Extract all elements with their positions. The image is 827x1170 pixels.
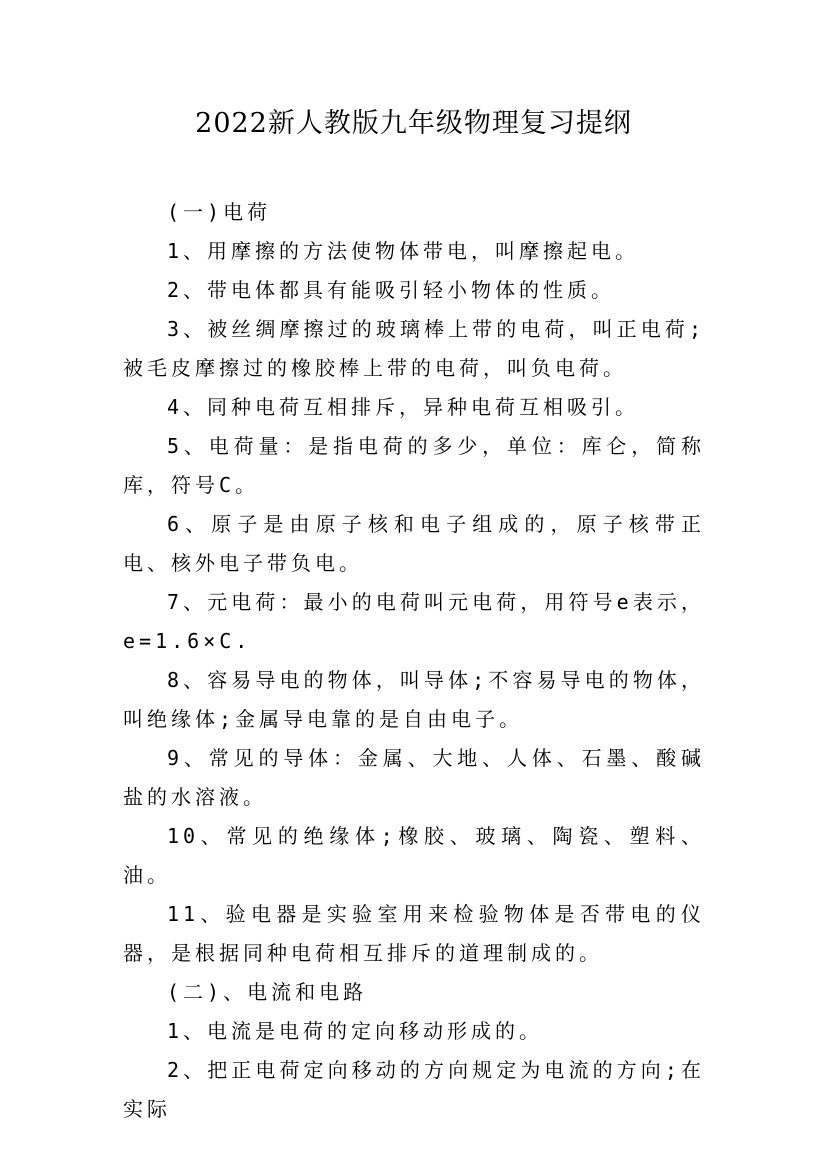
- section-heading-current: (二)、电流和电路: [167, 980, 368, 1004]
- paragraph: 8、容易导电的物体，叫导体;不容易导电的物体，叫绝缘体;金属导电靠的是自由电子。: [123, 668, 705, 731]
- paragraph: 3、被丝绸摩擦过的玻璃棒上带的电荷，叫正电荷;被毛皮摩擦过的橡胶棒上带的电荷，叫负电荷。: [123, 317, 705, 380]
- paragraph: 4、同种电荷互相排斥，异种电荷互相吸引。: [167, 395, 640, 419]
- document-body: [123, 193, 705, 1129]
- paragraph: 1、电流是电荷的定向移动形成的。: [167, 1019, 544, 1043]
- paragraph: 9、常见的导体：金属、大地、人体、石墨、酸碱盐的水溶液。: [123, 746, 705, 809]
- section-heading-charge: (一)电荷: [167, 200, 272, 224]
- document-title: 2022新人教版九年级物理复习提纲: [195, 108, 632, 139]
- paragraph: 7、元电荷：最小的电荷叫元电荷，用符号e表示，e=1.6×C.: [123, 590, 705, 653]
- paragraph: 2、把正电荷定向移动的方向规定为电流的方向;在实际: [123, 1058, 705, 1121]
- paragraph: 10、常见的绝缘体;橡胶、玻璃、陶瓷、塑料、油。: [123, 824, 705, 887]
- paragraph: 11、验电器是实验室用来检验物体是否带电的仪器，是根据同种电荷相互排斥的道理制成的。: [123, 902, 705, 965]
- paragraph: 6、原子是由原子核和电子组成的，原子核带正电、核外电子带负电。: [123, 512, 705, 575]
- paragraph: 1、用摩擦的方法使物体带电，叫摩擦起电。: [167, 239, 640, 263]
- paragraph: 2、带电体都具有能吸引轻小物体的性质。: [167, 278, 616, 302]
- paragraph: 5、电荷量：是指电荷的多少，单位：库仑，简称库，符号C。: [123, 434, 705, 497]
